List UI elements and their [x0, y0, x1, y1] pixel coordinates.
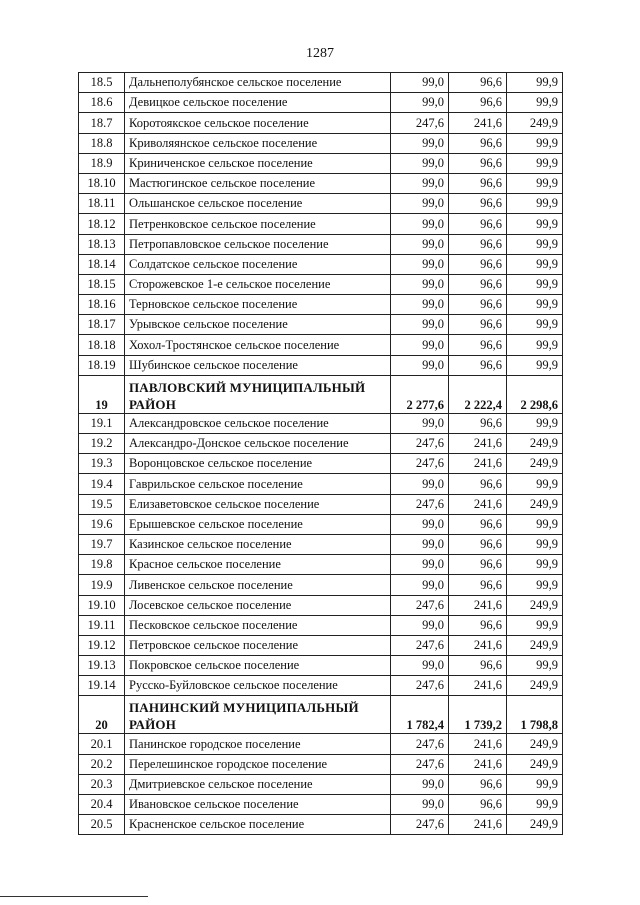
- settlement-name: ПАВЛОВСКИЙ МУНИЦИПАЛЬНЫЙ РАЙОН: [125, 375, 391, 413]
- row-number: 18.19: [79, 355, 125, 375]
- value-col-3: 99,9: [507, 315, 563, 335]
- value-col-2: 96,6: [449, 194, 507, 214]
- settlement-name: Песковское сельское поселение: [125, 615, 391, 635]
- table-row: [79, 113, 563, 133]
- settlement-name: Урывское сельское поселение: [125, 315, 391, 335]
- value-col-1: 247,6: [391, 635, 449, 655]
- value-col-1: 247,6: [391, 676, 449, 696]
- settlement-name: Ольшанское сельское поселение: [125, 194, 391, 214]
- value-col-3: 99,9: [507, 214, 563, 234]
- value-col-1: 247,6: [391, 754, 449, 774]
- value-col-1: 99,0: [391, 173, 449, 193]
- table-row: [79, 355, 563, 375]
- table-row: [79, 615, 563, 635]
- table-row: [79, 676, 563, 696]
- table-row: [79, 474, 563, 494]
- value-col-1: 99,0: [391, 315, 449, 335]
- value-col-2: 96,6: [449, 274, 507, 294]
- settlement-name: Панинское городское поселение: [125, 734, 391, 754]
- value-col-2: 241,6: [449, 754, 507, 774]
- footnote-rule: [0, 896, 148, 897]
- value-col-3: 99,9: [507, 133, 563, 153]
- value-col-3: 99,9: [507, 474, 563, 494]
- value-col-3: 99,9: [507, 534, 563, 554]
- table-row: [79, 795, 563, 815]
- settlement-name: Русско-Буйловское сельское поселение: [125, 676, 391, 696]
- table-row: [79, 234, 563, 254]
- value-col-2: 241,6: [449, 113, 507, 133]
- table-row: [79, 214, 563, 234]
- settlement-name: Сторожевское 1-е сельское поселение: [125, 274, 391, 294]
- settlement-name: Дмитриевское сельское поселение: [125, 774, 391, 794]
- row-number: 18.16: [79, 295, 125, 315]
- value-col-1: 99,0: [391, 555, 449, 575]
- value-col-1: 99,0: [391, 413, 449, 433]
- row-number: 18.14: [79, 254, 125, 274]
- value-col-3: 99,9: [507, 73, 563, 93]
- value-col-1: 99,0: [391, 133, 449, 153]
- row-number: 18.8: [79, 133, 125, 153]
- row-number: 19.1: [79, 413, 125, 433]
- value-col-3: 99,9: [507, 335, 563, 355]
- row-number: 18.15: [79, 274, 125, 294]
- value-col-1: 99,0: [391, 93, 449, 113]
- settlement-name: Девицкое сельское поселение: [125, 93, 391, 113]
- table-row: [79, 274, 563, 294]
- value-col-3: 99,9: [507, 274, 563, 294]
- row-number: 20.2: [79, 754, 125, 774]
- row-number: 19: [79, 375, 125, 413]
- settlement-name: Криволяянское сельское поселение: [125, 133, 391, 153]
- value-col-3: 249,9: [507, 635, 563, 655]
- value-col-3: 99,9: [507, 173, 563, 193]
- value-col-2: 96,6: [449, 234, 507, 254]
- table-row: [79, 514, 563, 534]
- settlement-name: Шубинское сельское поселение: [125, 355, 391, 375]
- value-col-1: 1 782,4: [391, 696, 449, 734]
- value-col-1: 247,6: [391, 494, 449, 514]
- value-col-1: 99,0: [391, 534, 449, 554]
- value-col-2: 96,6: [449, 295, 507, 315]
- table-row: [79, 194, 563, 214]
- budget-table: [78, 72, 563, 835]
- table-row: [79, 595, 563, 615]
- row-number: 20.3: [79, 774, 125, 794]
- value-col-3: 2 298,6: [507, 375, 563, 413]
- value-col-2: 96,6: [449, 133, 507, 153]
- row-number: 19.7: [79, 534, 125, 554]
- value-col-1: 247,6: [391, 434, 449, 454]
- value-col-1: 99,0: [391, 295, 449, 315]
- row-number: 19.14: [79, 676, 125, 696]
- value-col-1: 99,0: [391, 355, 449, 375]
- value-col-2: 241,6: [449, 676, 507, 696]
- row-number: 18.13: [79, 234, 125, 254]
- value-col-2: 96,6: [449, 153, 507, 173]
- row-number: 18.11: [79, 194, 125, 214]
- value-col-2: 96,6: [449, 214, 507, 234]
- value-col-2: 241,6: [449, 494, 507, 514]
- table-row: [79, 754, 563, 774]
- value-col-1: 99,0: [391, 615, 449, 635]
- value-col-1: 99,0: [391, 73, 449, 93]
- row-number: 19.12: [79, 635, 125, 655]
- settlement-name: Криниченское сельское поселение: [125, 153, 391, 173]
- settlement-name: Ливенское сельское поселение: [125, 575, 391, 595]
- row-number: 19.11: [79, 615, 125, 635]
- value-col-2: 2 222,4: [449, 375, 507, 413]
- value-col-3: 99,9: [507, 295, 563, 315]
- value-col-2: 96,6: [449, 575, 507, 595]
- value-col-3: 99,9: [507, 514, 563, 534]
- table-row: [79, 295, 563, 315]
- value-col-2: 96,6: [449, 615, 507, 635]
- table-row: [79, 635, 563, 655]
- value-col-3: 99,9: [507, 234, 563, 254]
- value-col-3: 249,9: [507, 734, 563, 754]
- value-col-1: 99,0: [391, 795, 449, 815]
- value-col-2: 96,6: [449, 656, 507, 676]
- settlement-name: Александровское сельское поселение: [125, 413, 391, 433]
- value-col-3: 249,9: [507, 454, 563, 474]
- table-row: [79, 315, 563, 335]
- value-col-1: 247,6: [391, 815, 449, 835]
- table-row: [79, 774, 563, 794]
- row-number: 18.17: [79, 315, 125, 335]
- value-col-1: 99,0: [391, 214, 449, 234]
- value-col-1: 99,0: [391, 335, 449, 355]
- value-col-2: 241,6: [449, 734, 507, 754]
- row-number: 18.6: [79, 93, 125, 113]
- value-col-2: 96,6: [449, 795, 507, 815]
- value-col-3: 249,9: [507, 113, 563, 133]
- table-row: [79, 534, 563, 554]
- value-col-3: 99,9: [507, 153, 563, 173]
- row-number: 20.4: [79, 795, 125, 815]
- value-col-1: 99,0: [391, 514, 449, 534]
- table-row: [79, 133, 563, 153]
- table-body: [79, 73, 563, 835]
- settlement-name: Лосевское сельское поселение: [125, 595, 391, 615]
- settlement-name: Дальнеполубянское сельское поселение: [125, 73, 391, 93]
- settlement-name: Петропавловское сельское поселение: [125, 234, 391, 254]
- row-number: 19.5: [79, 494, 125, 514]
- row-number: 19.4: [79, 474, 125, 494]
- value-col-1: 99,0: [391, 274, 449, 294]
- value-col-3: 99,9: [507, 795, 563, 815]
- value-col-2: 241,6: [449, 434, 507, 454]
- value-col-2: 96,6: [449, 73, 507, 93]
- settlement-name: Петренковское сельское поселение: [125, 214, 391, 234]
- value-col-3: 99,9: [507, 555, 563, 575]
- value-col-2: 96,6: [449, 315, 507, 335]
- value-col-2: 96,6: [449, 534, 507, 554]
- value-col-3: 1 798,8: [507, 696, 563, 734]
- row-number: 18.18: [79, 335, 125, 355]
- row-number: 19.10: [79, 595, 125, 615]
- settlement-name: Мастюгинское сельское поселение: [125, 173, 391, 193]
- settlement-name: ПАНИНСКИЙ МУНИЦИПАЛЬНЫЙ РАЙОН: [125, 696, 391, 734]
- settlement-name: Петровское сельское поселение: [125, 635, 391, 655]
- table-row: [79, 656, 563, 676]
- value-col-1: 2 277,6: [391, 375, 449, 413]
- settlement-name: Казинское сельское поселение: [125, 534, 391, 554]
- settlement-name: Ерышевское сельское поселение: [125, 514, 391, 534]
- settlement-name: Коротоякское сельское поселение: [125, 113, 391, 133]
- row-number: 20.5: [79, 815, 125, 835]
- value-col-3: 99,9: [507, 774, 563, 794]
- district-row: [79, 696, 563, 734]
- settlement-name: Елизаветовское сельское поселение: [125, 494, 391, 514]
- value-col-3: 99,9: [507, 575, 563, 595]
- table-row: [79, 173, 563, 193]
- value-col-3: 249,9: [507, 494, 563, 514]
- page-number: 1287: [306, 46, 334, 61]
- row-number: 19.3: [79, 454, 125, 474]
- value-col-2: 96,6: [449, 335, 507, 355]
- value-col-1: 99,0: [391, 234, 449, 254]
- table-row: [79, 434, 563, 454]
- value-col-2: 96,6: [449, 555, 507, 575]
- value-col-1: 99,0: [391, 254, 449, 274]
- table-row: [79, 494, 563, 514]
- value-col-2: 241,6: [449, 815, 507, 835]
- value-col-2: 96,6: [449, 173, 507, 193]
- table-row: [79, 454, 563, 474]
- value-col-1: 99,0: [391, 153, 449, 173]
- value-col-3: 99,9: [507, 93, 563, 113]
- settlement-name: Красненское сельское поселение: [125, 815, 391, 835]
- row-number: 20.1: [79, 734, 125, 754]
- value-col-3: 99,9: [507, 254, 563, 274]
- value-col-1: 99,0: [391, 474, 449, 494]
- settlement-name: Хохол-Тростянское сельское поселение: [125, 335, 391, 355]
- value-col-3: 99,9: [507, 656, 563, 676]
- value-col-3: 249,9: [507, 434, 563, 454]
- value-col-3: 99,9: [507, 615, 563, 635]
- row-number: 20: [79, 696, 125, 734]
- settlement-name: Солдатское сельское поселение: [125, 254, 391, 274]
- settlement-name: Перелешинское городское поселение: [125, 754, 391, 774]
- row-number: 19.9: [79, 575, 125, 595]
- settlement-name: Александро-Донское сельское поселение: [125, 434, 391, 454]
- table-row: [79, 575, 563, 595]
- value-col-2: 96,6: [449, 254, 507, 274]
- value-col-3: 99,9: [507, 413, 563, 433]
- value-col-1: 99,0: [391, 656, 449, 676]
- value-col-2: 241,6: [449, 635, 507, 655]
- value-col-2: 96,6: [449, 514, 507, 534]
- settlement-name: Терновское сельское поселение: [125, 295, 391, 315]
- settlement-name: Гаврильское сельское поселение: [125, 474, 391, 494]
- settlement-name: Покровское сельское поселение: [125, 656, 391, 676]
- value-col-3: 249,9: [507, 754, 563, 774]
- value-col-1: 247,6: [391, 595, 449, 615]
- row-number: 19.2: [79, 434, 125, 454]
- row-number: 19.13: [79, 656, 125, 676]
- settlement-name: Ивановское сельское поселение: [125, 795, 391, 815]
- table-row: [79, 413, 563, 433]
- value-col-2: 96,6: [449, 355, 507, 375]
- value-col-3: 249,9: [507, 595, 563, 615]
- row-number: 18.10: [79, 173, 125, 193]
- value-col-1: 247,6: [391, 113, 449, 133]
- table-row: [79, 815, 563, 835]
- table-row: [79, 254, 563, 274]
- row-number: 18.12: [79, 214, 125, 234]
- value-col-2: 96,6: [449, 93, 507, 113]
- value-col-2: 96,6: [449, 774, 507, 794]
- value-col-1: 99,0: [391, 774, 449, 794]
- row-number: 18.9: [79, 153, 125, 173]
- value-col-2: 96,6: [449, 413, 507, 433]
- value-col-2: 1 739,2: [449, 696, 507, 734]
- row-number: 18.7: [79, 113, 125, 133]
- value-col-3: 99,9: [507, 194, 563, 214]
- table-row: [79, 335, 563, 355]
- settlement-name: Воронцовское сельское поселение: [125, 454, 391, 474]
- row-number: 18.5: [79, 73, 125, 93]
- table-row: [79, 734, 563, 754]
- table-row: [79, 93, 563, 113]
- settlement-name: Красное сельское поселение: [125, 555, 391, 575]
- value-col-2: 241,6: [449, 454, 507, 474]
- value-col-2: 241,6: [449, 595, 507, 615]
- row-number: 19.8: [79, 555, 125, 575]
- value-col-1: 247,6: [391, 454, 449, 474]
- table-row: [79, 555, 563, 575]
- value-col-3: 249,9: [507, 815, 563, 835]
- district-row: [79, 375, 563, 413]
- value-col-3: 249,9: [507, 676, 563, 696]
- value-col-2: 96,6: [449, 474, 507, 494]
- table-row: [79, 153, 563, 173]
- table-row: [79, 73, 563, 93]
- row-number: 19.6: [79, 514, 125, 534]
- value-col-1: 99,0: [391, 575, 449, 595]
- value-col-1: 247,6: [391, 734, 449, 754]
- value-col-1: 99,0: [391, 194, 449, 214]
- value-col-3: 99,9: [507, 355, 563, 375]
